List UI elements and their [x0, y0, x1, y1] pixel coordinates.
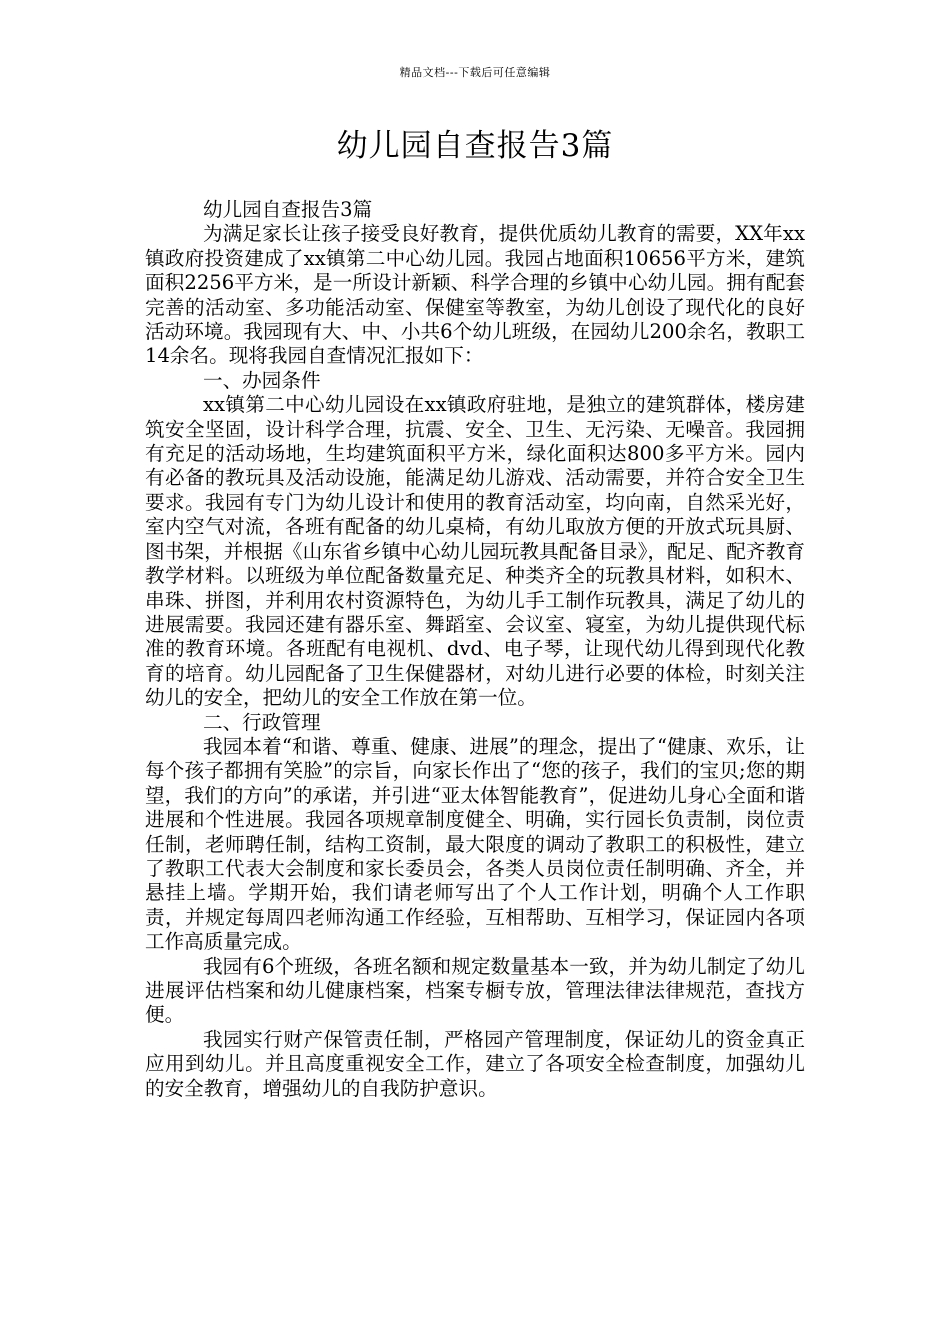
subtitle-paragraph: 幼儿园自查报告3篇: [203, 198, 373, 221]
section-heading-administration: 二、行政管理: [203, 710, 321, 734]
intro-paragraph: 为满足家长让孩子接受良好教育，提供优质幼儿教育的需要，XX年xx镇政府投资建成了xx镇第二中心幼儿园。我园占地面积10656平方米，建筑面积2256平方米，是一所设计新颖、科学合理的乡镇中心幼儿园。拥有配套完善的活动室、多功能活动室、保健室等教室，为幼儿创设了现代化的良好活动环境。我园现有大、中、小共6个幼儿班级，在园幼儿200余名，教职工14余名。现将我园自查情况汇报如下：: [145, 222, 805, 368]
property-safety-paragraph: 我园实行财产保管责任制，严格园产管理制度，保证幼儿的资金真正应用到幼儿。并且高度重视安全工作，建立了各项安全检查制度，加强幼儿的安全教育，增强幼儿的自我防护意识。: [145, 1027, 805, 1100]
section-heading-facilities: 一、办园条件: [203, 368, 321, 392]
header-note: 精品文档---下载后可任意编辑: [399, 66, 551, 79]
administration-paragraph: 我园本着“和谐、尊重、健康、进展”的理念，提出了“健康、欢乐，让每个孩子都拥有笑脸”的宗旨，向家长作出了“您的孩子，我们的宝贝;您的期望，我们的方向”的承诺，并引进“亚太体智能教育”，促进幼儿身心全面和谐进展和个性进展。我园各项规章制度健全、明确，实行园长负责制，岗位责任制，老师聘任制，结构工资制，最大限度的调动了教职工的积极性，建立了教职工代表大会制度和家长委员会，各类人员岗位责任制明确、齐全，并悬挂上墙。学期开始，我们请老师写出了个人工作计划，明确个人工作职责，并规定每周四老师沟通工作经验，互相帮助、互相学习，保证园内各项工作高质量完成。: [145, 734, 805, 954]
document-title: 幼儿园自查报告3篇: [336, 128, 614, 164]
document-body: [145, 198, 805, 1101]
classes-paragraph: 我园有6个班级，各班名额和规定数量基本一致，并为幼儿制定了幼儿进展评估档案和幼儿健康档案，档案专橱专放，管理法律法律规范，查找方便。: [145, 954, 805, 1027]
facilities-paragraph: xx镇第二中心幼儿园设在xx镇政府驻地，是独立的建筑群体，楼房建筑安全坚固，设计科学合理，抗震、安全、卫生、无污染、无噪音。我园拥有充足的活动场地，生均建筑面积平方米，绿化面积达800多平方米。园内有必备的教玩具及活动设施，能满足幼儿游戏、活动需要，并符合安全卫生要求。我园有专门为幼儿设计和使用的教育活动室，均向南，自然采光好，室内空气对流，各班有配备的幼儿桌椅，有幼儿取放方便的开放式玩具厨、图书架，并根据《山东省乡镇中心幼儿园玩教具配备目录》，配足、配齐教育教学材料。以班级为单位配备数量充足、种类齐全的玩教具材料，如积木、串珠、拼图，并利用农村资源特色，为幼儿手工制作玩教具，满足了幼儿的进展需要。我园还建有器乐室、舞蹈室、会议室、寝室，为幼儿提供现代标准的教育环境。各班配有电视机、dvd、电子琴，让现代幼儿得到现代化教育的培育。幼儿园配备了卫生保健器材，对幼儿进行必要的体检，时刻关注幼儿的安全，把幼儿的安全工作放在第一位。: [145, 393, 805, 710]
